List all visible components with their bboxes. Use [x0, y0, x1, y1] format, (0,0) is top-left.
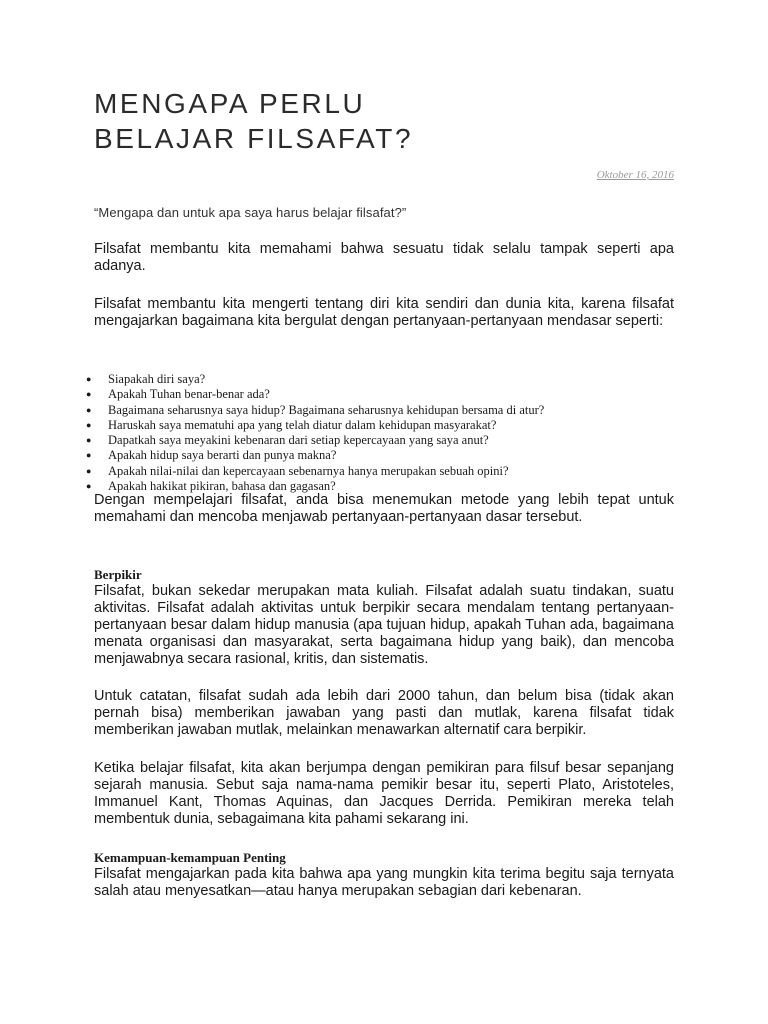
intro-paragraph-1: Filsafat membantu kita memahami bahwa sesuatu tidak selalu tampak seperti apa adanya. — [94, 241, 674, 274]
section2-paragraph-1: Filsafat mengajarkan pada kita bahwa apa yang mungkin kita terima begitu saja ternyata salah atau menyesatkan—atau hanya merupakan sebagian dari kebenaran. — [94, 866, 674, 899]
bullet-icon: ● — [86, 374, 92, 384]
bullet-icon: ● — [86, 404, 92, 415]
list-item-text: Apakah hidup saya berarti dan punya makna? — [108, 448, 337, 463]
title-line-1: MENGAPA PERLU — [94, 88, 366, 119]
list-item — [86, 403, 544, 418]
section1-paragraph-2: Untuk catatan, filsafat sudah ada lebih dari 2000 tahun, dan belum bisa (tidak akan pernah bisa) memberikan jawaban yang pasti dan mutlak, karena filsafat tidak memberikan jawaban mutlak, melainkan menawarkan alternatif cara berpikir. — [94, 688, 674, 738]
list-item-text: Haruskah saya mematuhi apa yang telah diatur dalam kehidupan masyarakat? — [108, 417, 497, 432]
list-item — [86, 387, 544, 402]
list-item — [86, 433, 544, 448]
section1-paragraph-1: Filsafat, bukan sekedar merupakan mata kuliah. Filsafat adalah suatu tindakan, suatu aktivitas. Filsafat adalah aktivitas untuk berpikir secara mendalam tentang pertanyaan-pertanyaan besar dalam hidup manusia (apa tujuan hidup, apakah Tuhan ada, bagaimana menata organisasi dan masyarakat, serta bagaimana hidup yang baik), dan mencoba menjawabnya secara rasional, kritis, dan sistematis. — [94, 583, 674, 667]
section-heading-berpikir: Berpikir — [94, 567, 142, 582]
list-item-text: Apakah hakikat pikiran, bahasa dan gagasan? — [108, 479, 336, 494]
list-item-text: Apakah Tuhan benar-benar ada? — [108, 387, 270, 402]
bullet-icon: ● — [86, 450, 92, 461]
section-heading-kemampuan: Kemampuan-kemampuan Penting — [94, 850, 286, 865]
intro-paragraph-2: Filsafat membantu kita mengerti tentang diri kita sendiri dan dunia kita, karena filsafat mengajarkan bagaimana kita bergulat dengan pertanyaan-pertanyaan mendasar seperti: — [94, 296, 674, 329]
section1-paragraph-3: Ketika belajar filsafat, kita akan berjumpa dengan pemikiran para filsuf besar sepanjang sejarah manusia. Sebut saja nama-nama pemikir besar itu, seperti Plato, Aristoteles, Immanuel Kant, Thomas Aquinas, dan Jacques Derrida. Pemikiran mereka telah membentuk dunia, sebagaimana kita pahami sekarang ini. — [94, 760, 674, 827]
bullet-icon: ● — [86, 435, 92, 446]
questions-list — [86, 372, 544, 494]
page-title — [94, 86, 694, 156]
list-item — [86, 418, 544, 433]
list-item — [86, 448, 544, 463]
list-item-text: Dapatkah saya meyakini kebenaran dari setiap kepercayaan yang saya anut? — [108, 433, 489, 448]
bullet-icon: ● — [86, 465, 92, 476]
list-item-text: Bagaimana seharusnya saya hidup? Bagaimana seharusnya kehidupan bersama di atur? — [108, 402, 545, 417]
post-date-link[interactable]: Oktober 16, 2016 — [596, 169, 674, 181]
list-item — [86, 372, 544, 387]
after-list-paragraph: Dengan mempelajari filsafat, anda bisa menemukan metode yang lebih tepat untuk memahami dan mencoba menjawab pertanyaan-pertanyaan dasar tersebut. — [94, 492, 674, 525]
list-item — [86, 464, 544, 479]
title-line-2: BELAJAR FILSAFAT? — [94, 123, 414, 154]
bullet-icon: ● — [86, 419, 92, 430]
list-item-text: Apakah nilai-nilai dan kepercayaan sebenarnya hanya merupakan sebuah opini? — [108, 463, 509, 478]
opening-quote: “Mengapa dan untuk apa saya harus belajar filsafat?” — [94, 205, 407, 220]
list-item-text: Siapakah diri saya? — [108, 372, 206, 386]
bullet-icon: ● — [86, 389, 92, 400]
bullet-icon: ● — [86, 481, 92, 492]
